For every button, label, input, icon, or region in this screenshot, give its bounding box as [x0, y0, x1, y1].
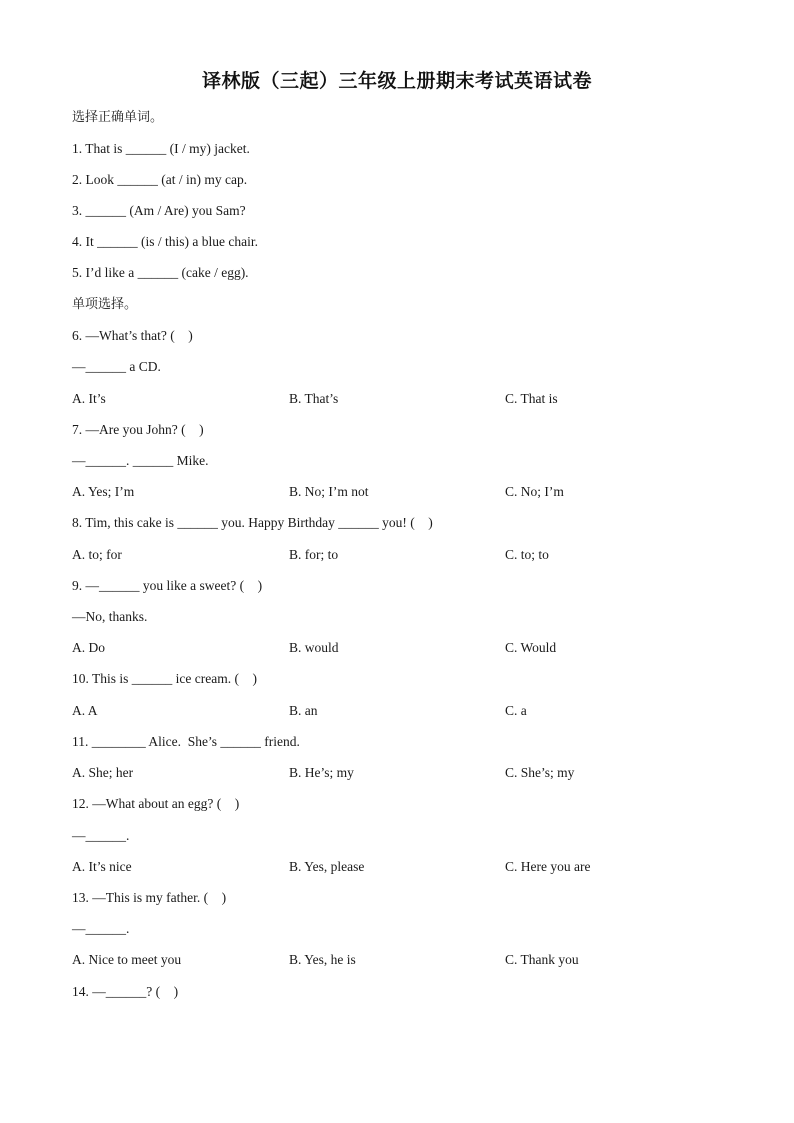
- section-heading-word-choice: 选择正确单词。: [72, 110, 164, 125]
- question-6-stem: 6. —What’s that? ( ): [72, 328, 193, 343]
- question-3: 3. ______ (Am / Are) you Sam?: [72, 203, 246, 218]
- question-6-reply: —______ a CD.: [72, 359, 161, 374]
- question-7-stem: 7. —Are you John? ( ): [72, 422, 204, 437]
- question-7-reply: —______. ______ Mike.: [72, 453, 209, 468]
- question-12-option-a: A. It’s nice: [72, 859, 132, 874]
- question-11-option-a: A. She; her: [72, 765, 134, 780]
- question-1: 1. That is ______ (I / my) jacket.: [72, 141, 250, 156]
- question-7-option-b: B. No; I’m not: [289, 484, 369, 499]
- question-10-option-c: C. a: [505, 703, 527, 718]
- question-11-option-c: C. She’s; my: [505, 765, 575, 780]
- question-10-stem: 10. This is ______ ice cream. ( ): [72, 671, 257, 686]
- question-9-stem: 9. —______ you like a sweet? ( ): [72, 578, 263, 593]
- question-4: 4. It ______ (is / this) a blue chair.: [72, 234, 258, 249]
- question-7-option-c: C. No; I’m: [505, 484, 564, 499]
- question-9-option-a: A. Do: [72, 640, 105, 655]
- question-10-option-b: B. an: [289, 703, 318, 718]
- page-title: 译林版（三起）三年级上册期末考试英语试卷: [201, 70, 592, 92]
- question-13-option-c: C. Thank you: [505, 952, 579, 967]
- question-8-stem: 8. Tim, this cake is ______ you. Happy Birthday ______ you! ( ): [72, 515, 433, 530]
- question-12-reply: —______.: [72, 828, 130, 843]
- question-9-option-b: B. would: [289, 640, 339, 655]
- section-heading-multiple-choice: 单项选择。: [72, 297, 138, 312]
- question-6-option-a: A. It’s: [72, 391, 106, 406]
- question-9-reply: —No, thanks.: [72, 609, 148, 624]
- question-12-stem: 12. —What about an egg? ( ): [72, 796, 240, 811]
- question-7-option-a: A. Yes; I’m: [72, 484, 135, 499]
- question-8-option-c: C. to; to: [505, 547, 549, 562]
- question-13-reply: —______.: [72, 921, 130, 936]
- question-13-option-a: A. Nice to meet you: [72, 952, 182, 967]
- question-11-option-b: B. He’s; my: [289, 765, 354, 780]
- question-12-option-b: B. Yes, please: [289, 859, 365, 874]
- question-12-option-c: C. Here you are: [505, 859, 591, 874]
- question-9-option-c: C. Would: [505, 640, 557, 655]
- question-5: 5. I’d like a ______ (cake / egg).: [72, 265, 249, 280]
- question-11-stem: 11. ________ Alice. She’s ______ friend.: [72, 734, 300, 749]
- question-14-stem: 14. —______? ( ): [72, 984, 179, 999]
- question-13-stem: 13. —This is my father. ( ): [72, 890, 227, 905]
- question-6-option-b: B. That’s: [289, 391, 339, 406]
- question-10-option-a: A. A: [72, 703, 98, 718]
- question-6-option-c: C. That is: [505, 391, 558, 406]
- question-2: 2. Look ______ (at / in) my cap.: [72, 172, 248, 187]
- question-13-option-b: B. Yes, he is: [289, 952, 356, 967]
- question-8-option-a: A. to; for: [72, 547, 122, 562]
- question-8-option-b: B. for; to: [289, 547, 339, 562]
